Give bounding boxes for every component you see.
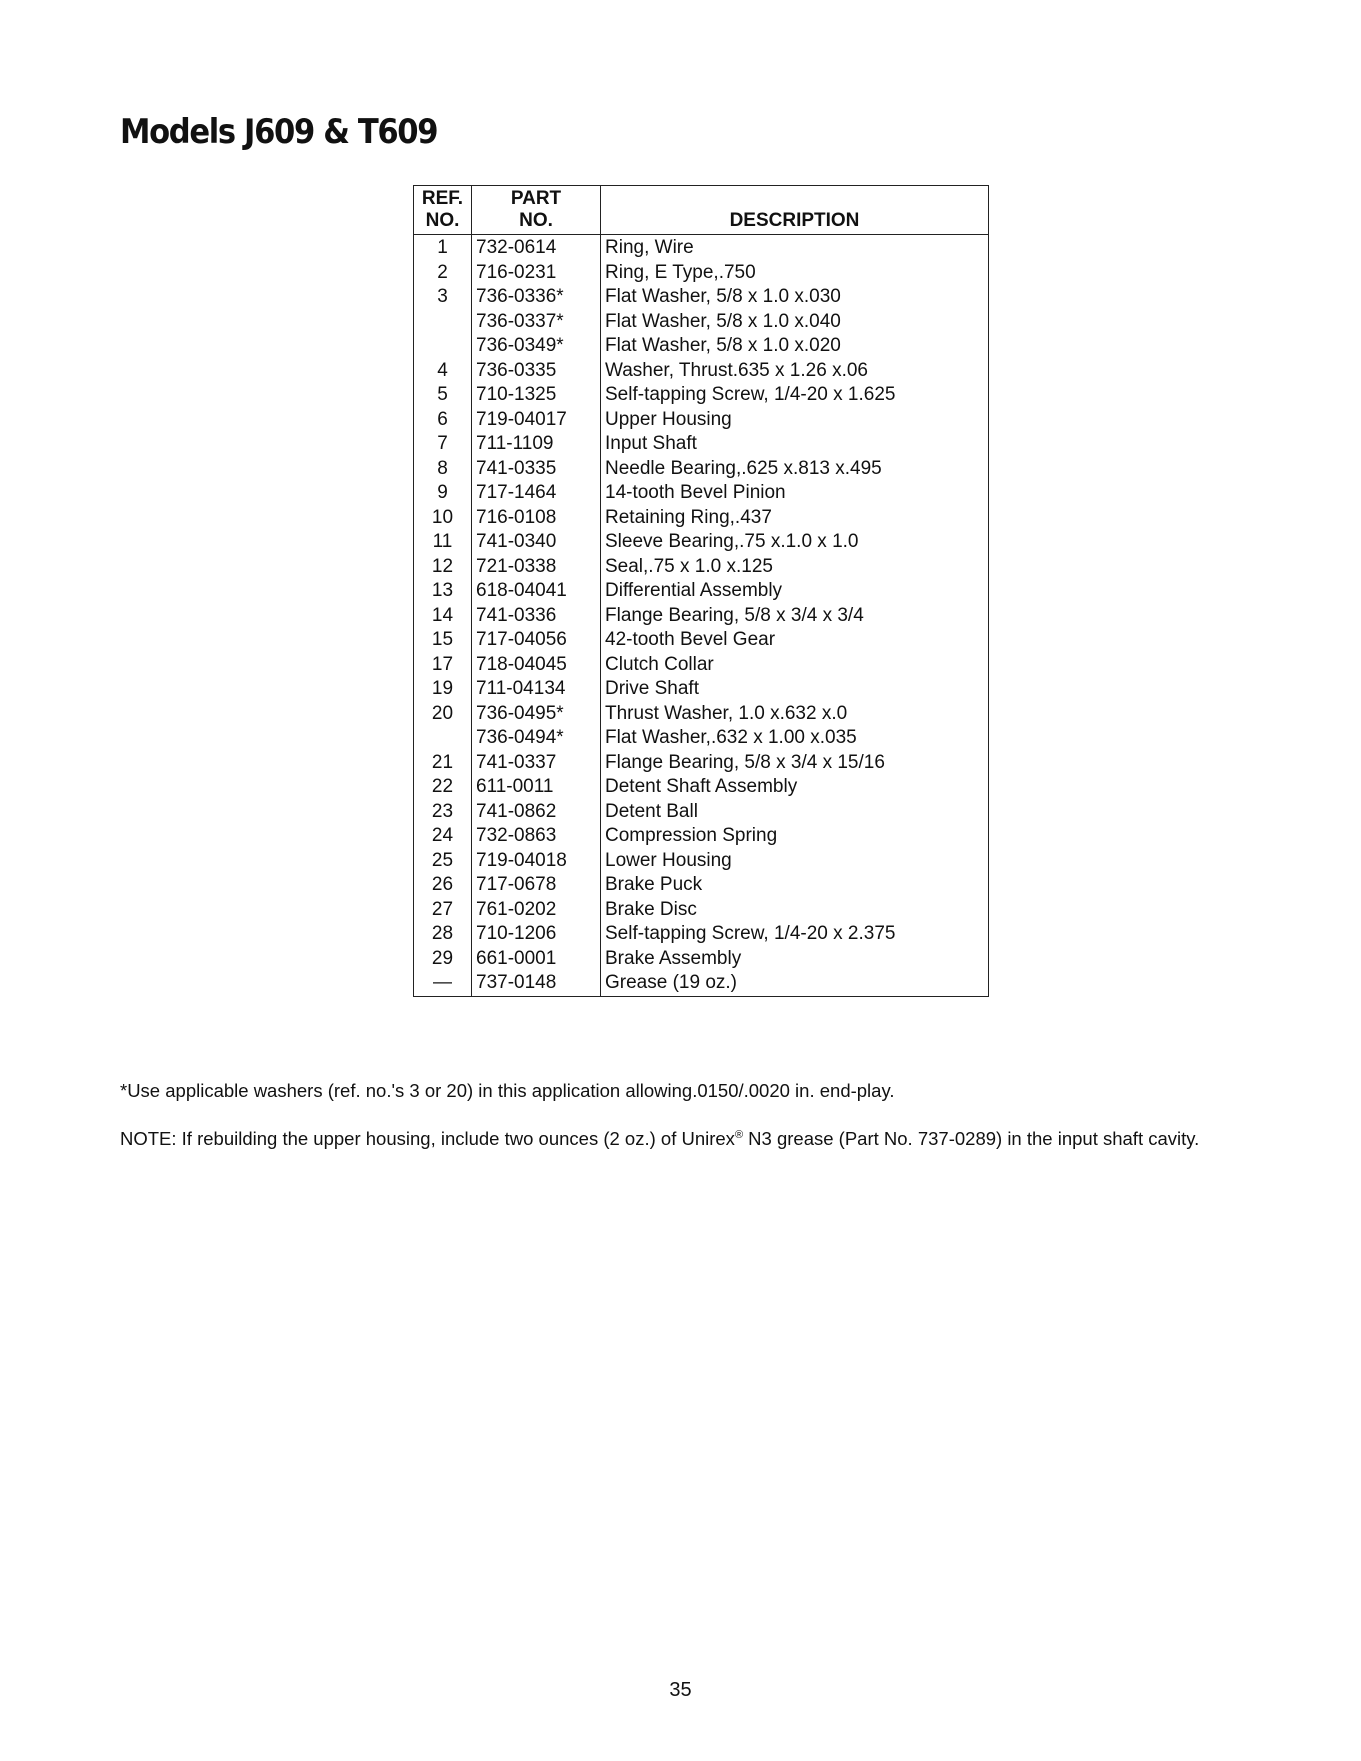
part-no-cell: 710-1206	[472, 922, 601, 947]
ref-no-cell: 13	[414, 579, 472, 604]
part-no-cell: 736-0349*	[472, 334, 601, 359]
table-row	[414, 824, 989, 849]
description-cell: Flat Washer,.632 x 1.00 x.035	[605, 727, 857, 748]
part-no-cell: 736-0335	[472, 359, 601, 384]
table-row	[414, 383, 989, 408]
description-cell: Thrust Washer, 1.0 x.632 x.0	[605, 702, 848, 724]
table-row	[414, 359, 989, 384]
description-cell: Needle Bearing,.625 x.813 x.495	[605, 457, 882, 479]
ref-no-cell: 24	[414, 824, 472, 849]
part-header-line2: NO.	[519, 210, 553, 231]
ref-no-cell: 21	[414, 751, 472, 776]
ref-no-cell: 27	[414, 898, 472, 923]
part-no-cell: 718-04045	[472, 653, 601, 678]
table-row	[414, 971, 989, 996]
description-cell: Flange Bearing, 5/8 x 3/4 x 15/16	[605, 751, 885, 773]
table-row	[414, 702, 989, 727]
description-cell: Flat Washer, 5/8 x 1.0 x.030	[605, 286, 841, 307]
part-no-cell: 711-1109	[472, 432, 601, 457]
part-no-cell: 741-0335	[472, 457, 601, 482]
table-row	[414, 726, 989, 751]
ref-no-header	[414, 186, 472, 235]
ref-no-cell: 7	[414, 432, 472, 457]
ref-no-cell: 6	[414, 408, 472, 433]
ref-no-cell: 1	[414, 235, 472, 261]
description-cell: Washer, Thrust.635 x 1.26 x.06	[605, 359, 868, 381]
part-no-cell: 761-0202	[472, 898, 601, 923]
table-row	[414, 873, 989, 898]
ref-no-cell: 25	[414, 849, 472, 874]
description-cell: Self-tapping Screw, 1/4-20 x 2.375	[605, 923, 896, 944]
washer-footnote: *Use applicable washers (ref. no.'s 3 or 20) in this application allowing.0150/.0020 in. end-play.	[120, 1080, 895, 1101]
table-row	[414, 849, 989, 874]
part-no-cell: 721-0338	[472, 555, 601, 580]
description-cell: Compression Spring	[605, 825, 778, 846]
ref-no-cell: 12	[414, 555, 472, 580]
description-cell: Upper Housing	[605, 408, 732, 430]
part-no-cell: 716-0231	[472, 261, 601, 286]
ref-no-cell	[414, 726, 472, 751]
description-cell: Ring, Wire	[605, 237, 694, 258]
part-header-line1: PART	[510, 188, 562, 209]
part-no-cell: 717-04056	[472, 628, 601, 653]
note-text-end: N3 grease (Part No. 737-0289) in the input shaft cavity.	[743, 1128, 1200, 1149]
table-row	[414, 604, 989, 629]
description-header: DESCRIPTION	[601, 186, 989, 235]
part-no-cell: 736-0494*	[472, 726, 601, 751]
description-cell: Grease (19 oz.)	[605, 972, 737, 993]
part-no-cell: 736-0336*	[472, 285, 601, 310]
part-no-cell: 741-0862	[472, 800, 601, 825]
table-row	[414, 310, 989, 335]
table-row	[414, 530, 989, 555]
ref-no-cell: 11	[414, 530, 472, 555]
part-no-cell: 732-0863	[472, 824, 601, 849]
ref-no-cell: 4	[414, 359, 472, 384]
part-no-cell: 611-0011	[472, 775, 601, 800]
ref-no-cell: 2	[414, 261, 472, 286]
description-cell: Sleeve Bearing,.75 x.1.0 x 1.0	[605, 531, 859, 552]
table-row	[414, 653, 989, 678]
description-cell: Brake Disc	[605, 898, 697, 920]
description-cell: Input Shaft	[605, 433, 697, 454]
table-row	[414, 800, 989, 825]
ref-no-cell: 14	[414, 604, 472, 629]
table-row	[414, 235, 989, 261]
parts-table-header	[414, 186, 989, 235]
table-row	[414, 947, 989, 972]
ref-no-cell: 23	[414, 800, 472, 825]
ref-header-line1: REF.	[421, 188, 464, 209]
part-no-cell: 719-04018	[472, 849, 601, 874]
part-no-cell: 741-0336	[472, 604, 601, 629]
registered-mark: ®	[734, 1128, 744, 1141]
table-row	[414, 261, 989, 286]
part-no-cell: 717-1464	[472, 481, 601, 506]
ref-header-line2: NO.	[425, 210, 460, 231]
description-cell: Flange Bearing, 5/8 x 3/4 x 3/4	[605, 604, 864, 626]
part-no-cell: 736-0495*	[472, 702, 601, 727]
part-no-cell: 741-0337	[472, 751, 601, 776]
description-cell: Clutch Collar	[605, 653, 714, 675]
ref-no-cell: 3	[414, 285, 472, 310]
grease-note	[120, 1128, 1199, 1150]
ref-no-cell	[414, 310, 472, 335]
parts-table	[413, 185, 989, 997]
ref-no-cell	[414, 334, 472, 359]
table-row	[414, 579, 989, 604]
part-no-cell: 717-0678	[472, 873, 601, 898]
part-no-cell: 732-0614	[472, 235, 601, 261]
table-row	[414, 408, 989, 433]
description-cell: Flat Washer, 5/8 x 1.0 x.020	[605, 335, 841, 356]
parts-table-header-row	[414, 186, 989, 235]
part-no-cell: 741-0340	[472, 530, 601, 555]
description-cell: Self-tapping Screw, 1/4-20 x 1.625	[605, 384, 896, 405]
ref-no-cell: 5	[414, 383, 472, 408]
part-no-cell: 737-0148	[472, 971, 601, 996]
description-cell: 14-tooth Bevel Pinion	[605, 482, 786, 503]
table-row	[414, 506, 989, 531]
description-cell: Detent Shaft Assembly	[605, 776, 798, 797]
ref-no-cell: 9	[414, 481, 472, 506]
ref-no-cell: 20	[414, 702, 472, 727]
description-cell: Retaining Ring,.437	[605, 506, 772, 528]
table-row	[414, 898, 989, 923]
ref-no-cell: 19	[414, 677, 472, 702]
ref-no-cell: 17	[414, 653, 472, 678]
description-cell: Seal,.75 x 1.0 x.125	[605, 555, 773, 577]
description-cell: Ring, E Type,.750	[605, 261, 756, 283]
part-no-cell: 711-04134	[472, 677, 601, 702]
table-row	[414, 751, 989, 776]
part-no-header	[472, 186, 601, 235]
ref-no-cell: 10	[414, 506, 472, 531]
table-row	[414, 457, 989, 482]
description-cell: Differential Assembly	[605, 580, 783, 601]
table-row	[414, 775, 989, 800]
description-cell: Brake Assembly	[605, 947, 742, 969]
table-row	[414, 481, 989, 506]
part-no-cell: 716-0108	[472, 506, 601, 531]
part-no-cell: 719-04017	[472, 408, 601, 433]
ref-no-cell: 29	[414, 947, 472, 972]
description-cell: 42-tooth Bevel Gear	[605, 629, 776, 650]
page-title: Models J609 & T609	[120, 112, 438, 152]
part-no-cell: 618-04041	[472, 579, 601, 604]
table-row	[414, 334, 989, 359]
page-number: 35	[669, 1679, 692, 1701]
part-no-cell: 736-0337*	[472, 310, 601, 335]
description-cell: Drive Shaft	[605, 678, 699, 699]
description-cell: Flat Washer, 5/8 x 1.0 x.040	[605, 310, 841, 332]
description-cell: Brake Puck	[605, 874, 703, 895]
part-no-cell: 710-1325	[472, 383, 601, 408]
table-row	[414, 432, 989, 457]
ref-no-cell: —	[414, 971, 472, 996]
table-row	[414, 285, 989, 310]
description-cell: Detent Ball	[605, 800, 698, 822]
table-row	[414, 922, 989, 947]
table-row	[414, 628, 989, 653]
table-row	[414, 555, 989, 580]
parts-table-body	[414, 235, 989, 997]
part-no-cell: 661-0001	[472, 947, 601, 972]
ref-no-cell: 26	[414, 873, 472, 898]
ref-no-cell: 8	[414, 457, 472, 482]
ref-no-cell: 22	[414, 775, 472, 800]
description-cell: Lower Housing	[605, 849, 732, 871]
note-text-start: NOTE: If rebuilding the upper housing, include two ounces (2 oz.) of Unirex	[120, 1128, 735, 1149]
ref-no-cell: 28	[414, 922, 472, 947]
ref-no-cell: 15	[414, 628, 472, 653]
table-row	[414, 677, 989, 702]
